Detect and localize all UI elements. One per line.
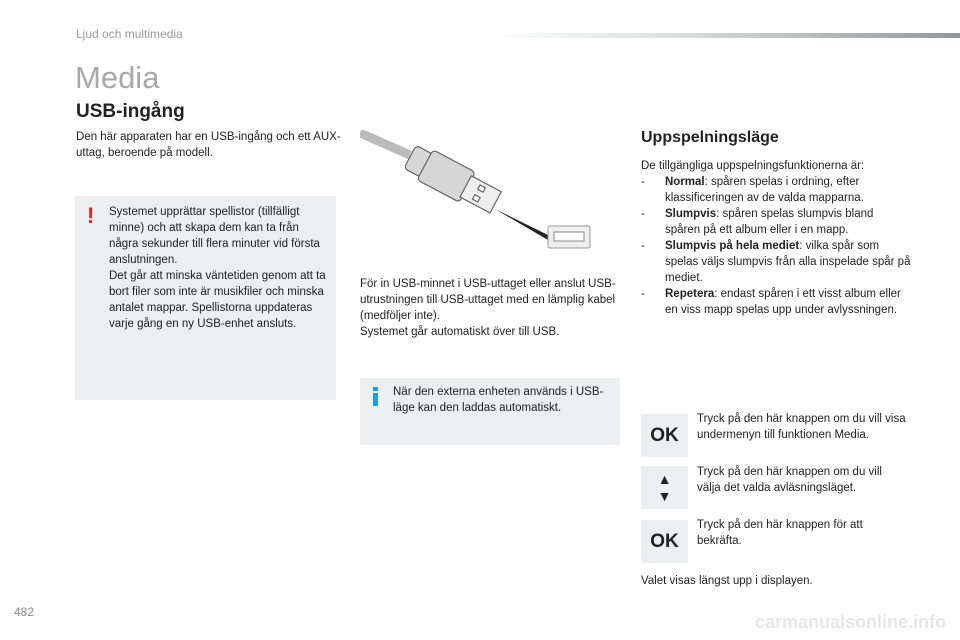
mode-item: - Repetera: endast spåren i ett visst album eller en viss mapp spelas upp under avlyssningen. — [641, 288, 901, 316]
ok-button: OK — [641, 520, 688, 563]
ok-button: OK — [641, 414, 688, 457]
step-text: Tryck på den här knappen för att bekräfta. — [697, 519, 863, 547]
playback-footer: Valet visas längst upp i displayen. — [641, 575, 813, 587]
usb-intro: Den här apparaten har en USB-ingång och ett AUX-uttag, beroende på modell. — [76, 131, 341, 159]
arrow-down-icon: ▼ — [657, 487, 672, 504]
info-icon — [373, 387, 378, 406]
playback-intro: De tillgängliga uppspelningsfunktionerna är: — [641, 160, 865, 172]
mode-item: - Slumpvis på hela mediet: vilka spår som spelas väljs slumpvis från alla inspelade spår på mediet. — [641, 240, 911, 284]
arrow-up-icon: ▲ — [657, 470, 672, 487]
connect-text: För in USB-minnet i USB-uttaget eller anslut USB-utrustningen till USB-uttaget med en lämplig kabel (medföljer inte). — [360, 278, 616, 322]
page-title: Media — [75, 60, 160, 95]
connect-text-2: Systemet går automatiskt över till USB. — [360, 326, 560, 338]
step-text: Tryck på den här knappen om du vill visa undermenyn till funktionen Media. — [697, 413, 906, 441]
warning-text-2: Det går att minska väntetiden genom att ta bort filer som inte är musikfiler och minska antalet mappar. Spellistorna uppdateras varje gång en ny USB-enhet ansluts. — [109, 270, 326, 330]
up-down-button — [641, 466, 688, 509]
usb-heading: USB-ingång — [76, 101, 185, 122]
mode-item: - Slumpvis: spåren spelas slumpvis bland spåren på ett album eller i en mapp. — [641, 208, 874, 236]
page-number: 482 — [14, 605, 35, 619]
info-text: När den externa enheten används i USB-läge kan den laddas automatiskt. — [393, 386, 604, 414]
step-text: Tryck på den här knappen om du vill välja det valda avläsningsläget. — [697, 466, 882, 494]
playback-modes — [641, 158, 911, 318]
warning-text: Systemet upprättar spellistor (tillfälligt minne) och att skapa dem kan ta från några sekunder till flera minuter vid första anslutningen. — [109, 206, 320, 266]
exclamation-icon: ! — [87, 203, 95, 228]
usb-connector-illustration — [360, 130, 595, 250]
mode-item: - Normal: spåren spelas i ordning, efter klassificeringen av de valda mapparna. — [641, 176, 864, 204]
warning-box — [75, 196, 336, 400]
info-box — [360, 378, 620, 445]
playback-heading: Uppspelningsläge — [641, 129, 779, 146]
watermark: carmanualsonline.info — [754, 612, 946, 632]
header-bar — [490, 33, 960, 38]
section-header: Ljud och multimedia — [76, 27, 183, 41]
